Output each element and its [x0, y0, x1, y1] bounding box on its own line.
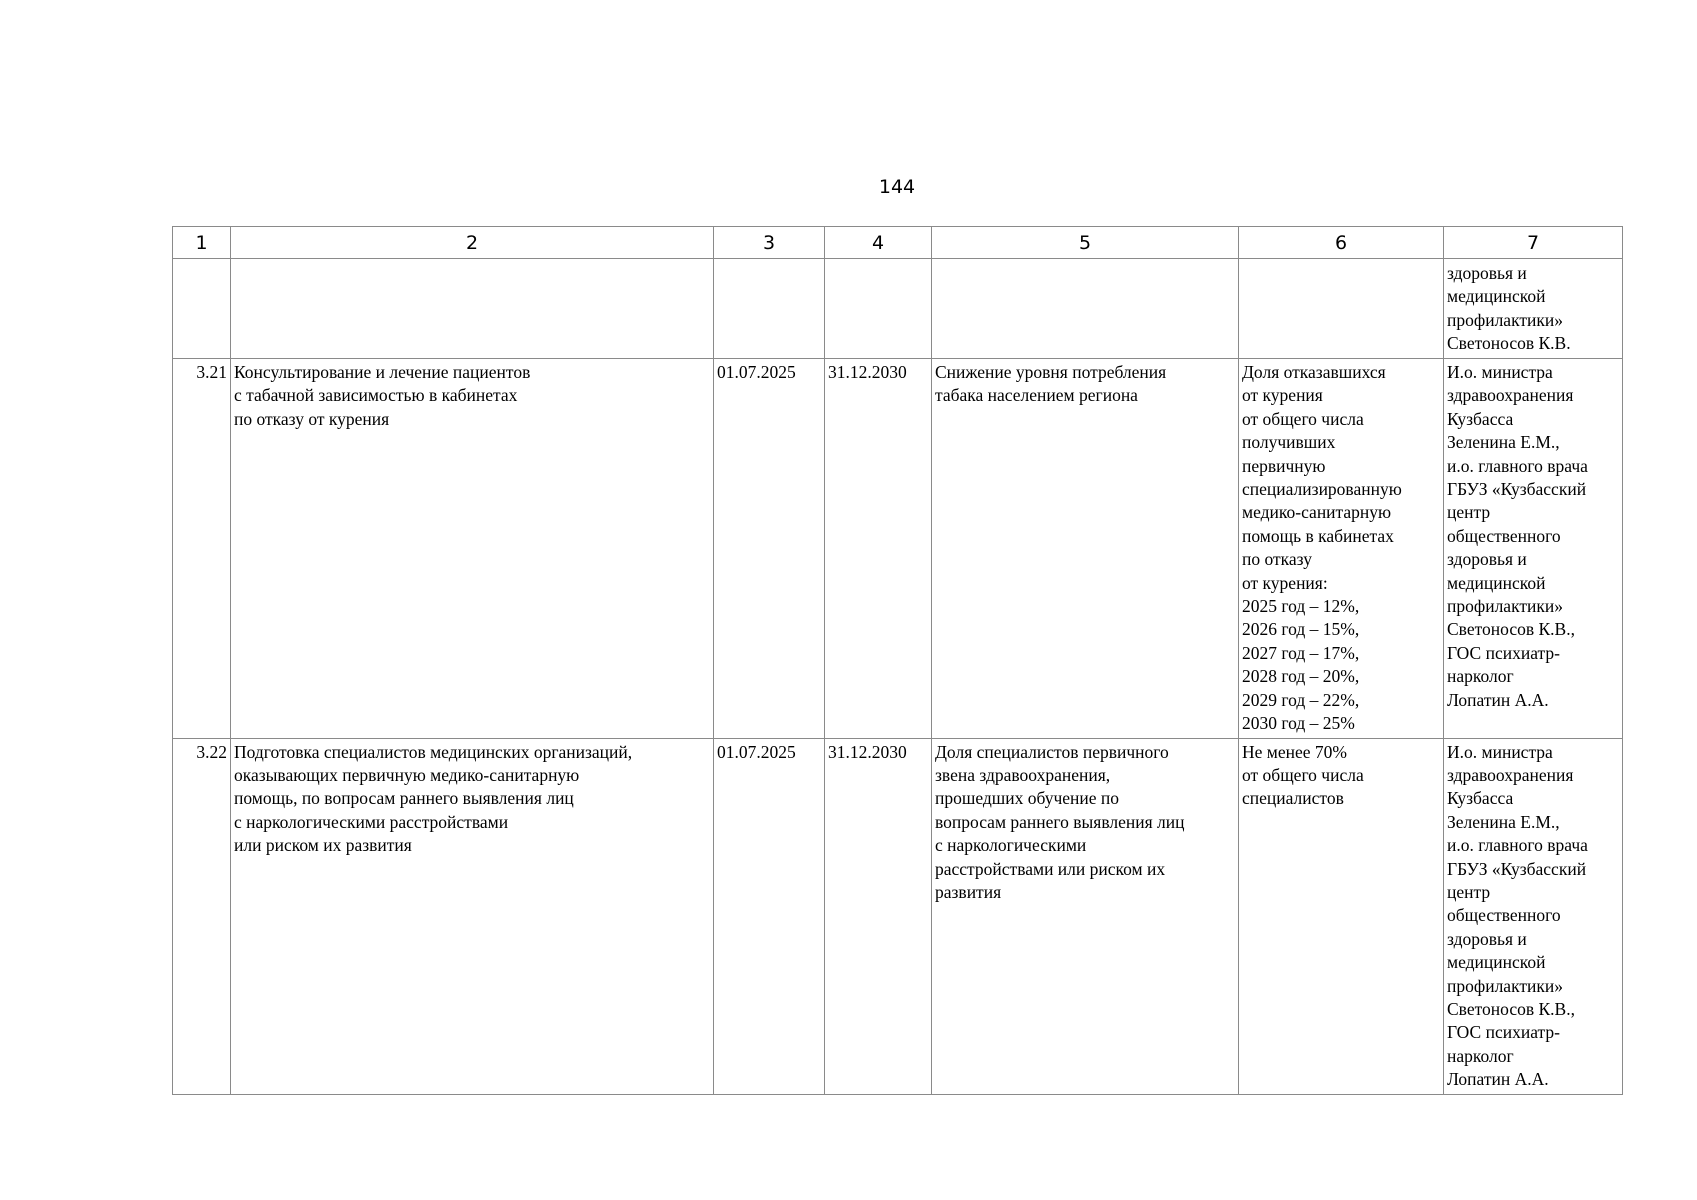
table-row — [173, 738, 1623, 1094]
cell-empty — [825, 259, 932, 359]
cell-responsible: И.о. министра здравоохранения Кузбасса Зеленина Е.М., и.о. главного врача ГБУЗ «Кузбасский центр общественного здоровья и медицинской профилактики» Светоносов К.В., ГОС психиатр- нарколог Лопатин А.А. — [1444, 738, 1623, 1094]
cell-empty — [231, 259, 714, 359]
cell-start-date: 01.07.2025 — [714, 359, 825, 739]
column-header-1: 1 — [173, 227, 231, 259]
cell-indicator: Доля отказавшихся от курения от общего числа получивших первичную специализированную медико-санитарную помощь в кабинетах по отказу от курения: 2025 год – 12%, 2026 год – 15%, 2027 год – 17%, 2028 год – 20%, 2029 год – 22%, 2030 год – 25% — [1239, 359, 1444, 739]
plan-table — [172, 226, 1623, 1095]
column-header-3: 3 — [714, 227, 825, 259]
column-header-4: 4 — [825, 227, 932, 259]
cell-result: Доля специалистов первичного звена здравоохранения, прошедших обучение по вопросам раннего выявления лиц с наркологическими расстройствами или риском их развития — [932, 738, 1239, 1094]
cell-start-date: 01.07.2025 — [714, 738, 825, 1094]
header-row — [173, 227, 1623, 259]
cell-number: 3.21 — [173, 359, 231, 739]
cell-empty — [932, 259, 1239, 359]
column-header-7: 7 — [1444, 227, 1623, 259]
cell-activity: Консультирование и лечение пациентов с табачной зависимостью в кабинетах по отказу от курения — [231, 359, 714, 739]
cell-number: 3.22 — [173, 738, 231, 1094]
cell-end-date: 31.12.2030 — [825, 359, 932, 739]
cell-responsible: И.о. министра здравоохранения Кузбасса Зеленина Е.М., и.о. главного врача ГБУЗ «Кузбасский центр общественного здоровья и медицинской профилактики» Светоносов К.В., ГОС психиатр- нарколог Лопатин А.А. — [1444, 359, 1623, 739]
cell-responsible: здоровья и медицинской профилактики» Светоносов К.В. — [1444, 259, 1623, 359]
column-header-6: 6 — [1239, 227, 1444, 259]
cell-indicator: Не менее 70% от общего числа специалистов — [1239, 738, 1444, 1094]
page-number: 144 — [878, 176, 916, 198]
cell-empty — [1239, 259, 1444, 359]
cell-result: Снижение уровня потребления табака населением региона — [932, 359, 1239, 739]
cell-empty — [714, 259, 825, 359]
cell-empty — [173, 259, 231, 359]
column-header-5: 5 — [932, 227, 1239, 259]
column-header-2: 2 — [231, 227, 714, 259]
table-row-continuation — [173, 259, 1623, 359]
table-row — [173, 359, 1623, 739]
cell-activity: Подготовка специалистов медицинских организаций, оказывающих первичную медико-санитарную помощь, по вопросам раннего выявления лиц с наркологическими расстройствами или риском их развития — [231, 738, 714, 1094]
cell-end-date: 31.12.2030 — [825, 738, 932, 1094]
